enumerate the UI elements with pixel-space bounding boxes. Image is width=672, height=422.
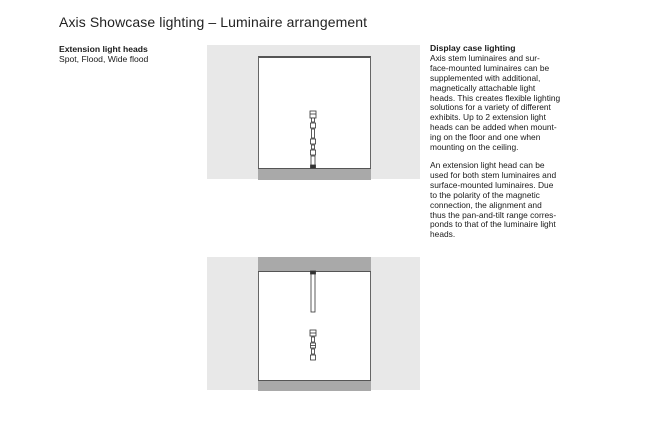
text-line: solutions for a variety of different xyxy=(430,102,551,113)
text-line: An extension light head can be xyxy=(430,159,545,170)
paragraph-2 xyxy=(430,161,580,240)
text-line: ponds to that of the luminaire light xyxy=(430,219,556,230)
extension-head-icon xyxy=(311,123,316,128)
text-line: magnetically attachable light xyxy=(430,82,536,93)
brand-name: Axis xyxy=(59,14,86,30)
extension-heads-heading: Extension light heads xyxy=(59,44,148,54)
stem-icon xyxy=(312,129,315,138)
extension-head-icon xyxy=(311,150,316,155)
extension-head-icon xyxy=(311,355,316,360)
text-line: Axis stem luminaires and sur- xyxy=(430,52,540,63)
text-line: connection, the alignment and xyxy=(430,199,542,210)
text-line: heads can be added when mount- xyxy=(430,122,557,133)
floor-luminaire-drawing xyxy=(207,45,420,179)
text-line: supplemented with additional, xyxy=(430,72,541,83)
text-line: to the polarity of the magnetic xyxy=(430,189,540,200)
display-case-heading: Display case lighting xyxy=(430,43,516,53)
title-text: Showcase lighting – Luminaire arrangement xyxy=(89,14,368,30)
extension-heads-types: Spot, Flood, Wide flood xyxy=(59,54,149,64)
ceiling-mount-icon xyxy=(311,271,316,274)
text-line: surface-mounted luminaires. Due xyxy=(430,179,554,190)
floor-mount-diagram xyxy=(207,45,420,179)
text-line: ing on the floor and one when xyxy=(430,132,541,143)
page-title xyxy=(59,14,367,30)
display-case-text xyxy=(430,44,580,248)
stem-icon xyxy=(311,274,315,312)
ceiling-luminaire-drawing xyxy=(207,257,420,390)
text-line: heads. xyxy=(430,229,456,240)
light-head-icon xyxy=(310,111,316,118)
extension-heads-section xyxy=(59,44,148,64)
extension-head-icon xyxy=(311,139,316,144)
text-line: used for both stem luminaires and xyxy=(430,169,557,180)
text-line: thus the pan-and-tilt range corres- xyxy=(430,209,557,220)
ceiling-mount-diagram xyxy=(207,257,420,390)
text-line: exhibits. Up to 2 extension light xyxy=(430,112,546,123)
text-line: mounting on the ceiling. xyxy=(430,142,519,153)
text-line: face-mounted luminaires can be xyxy=(430,62,550,73)
paragraph-1 xyxy=(430,54,580,153)
base-icon xyxy=(311,156,315,166)
text-line: heads. This creates flexible lighting xyxy=(430,92,561,103)
